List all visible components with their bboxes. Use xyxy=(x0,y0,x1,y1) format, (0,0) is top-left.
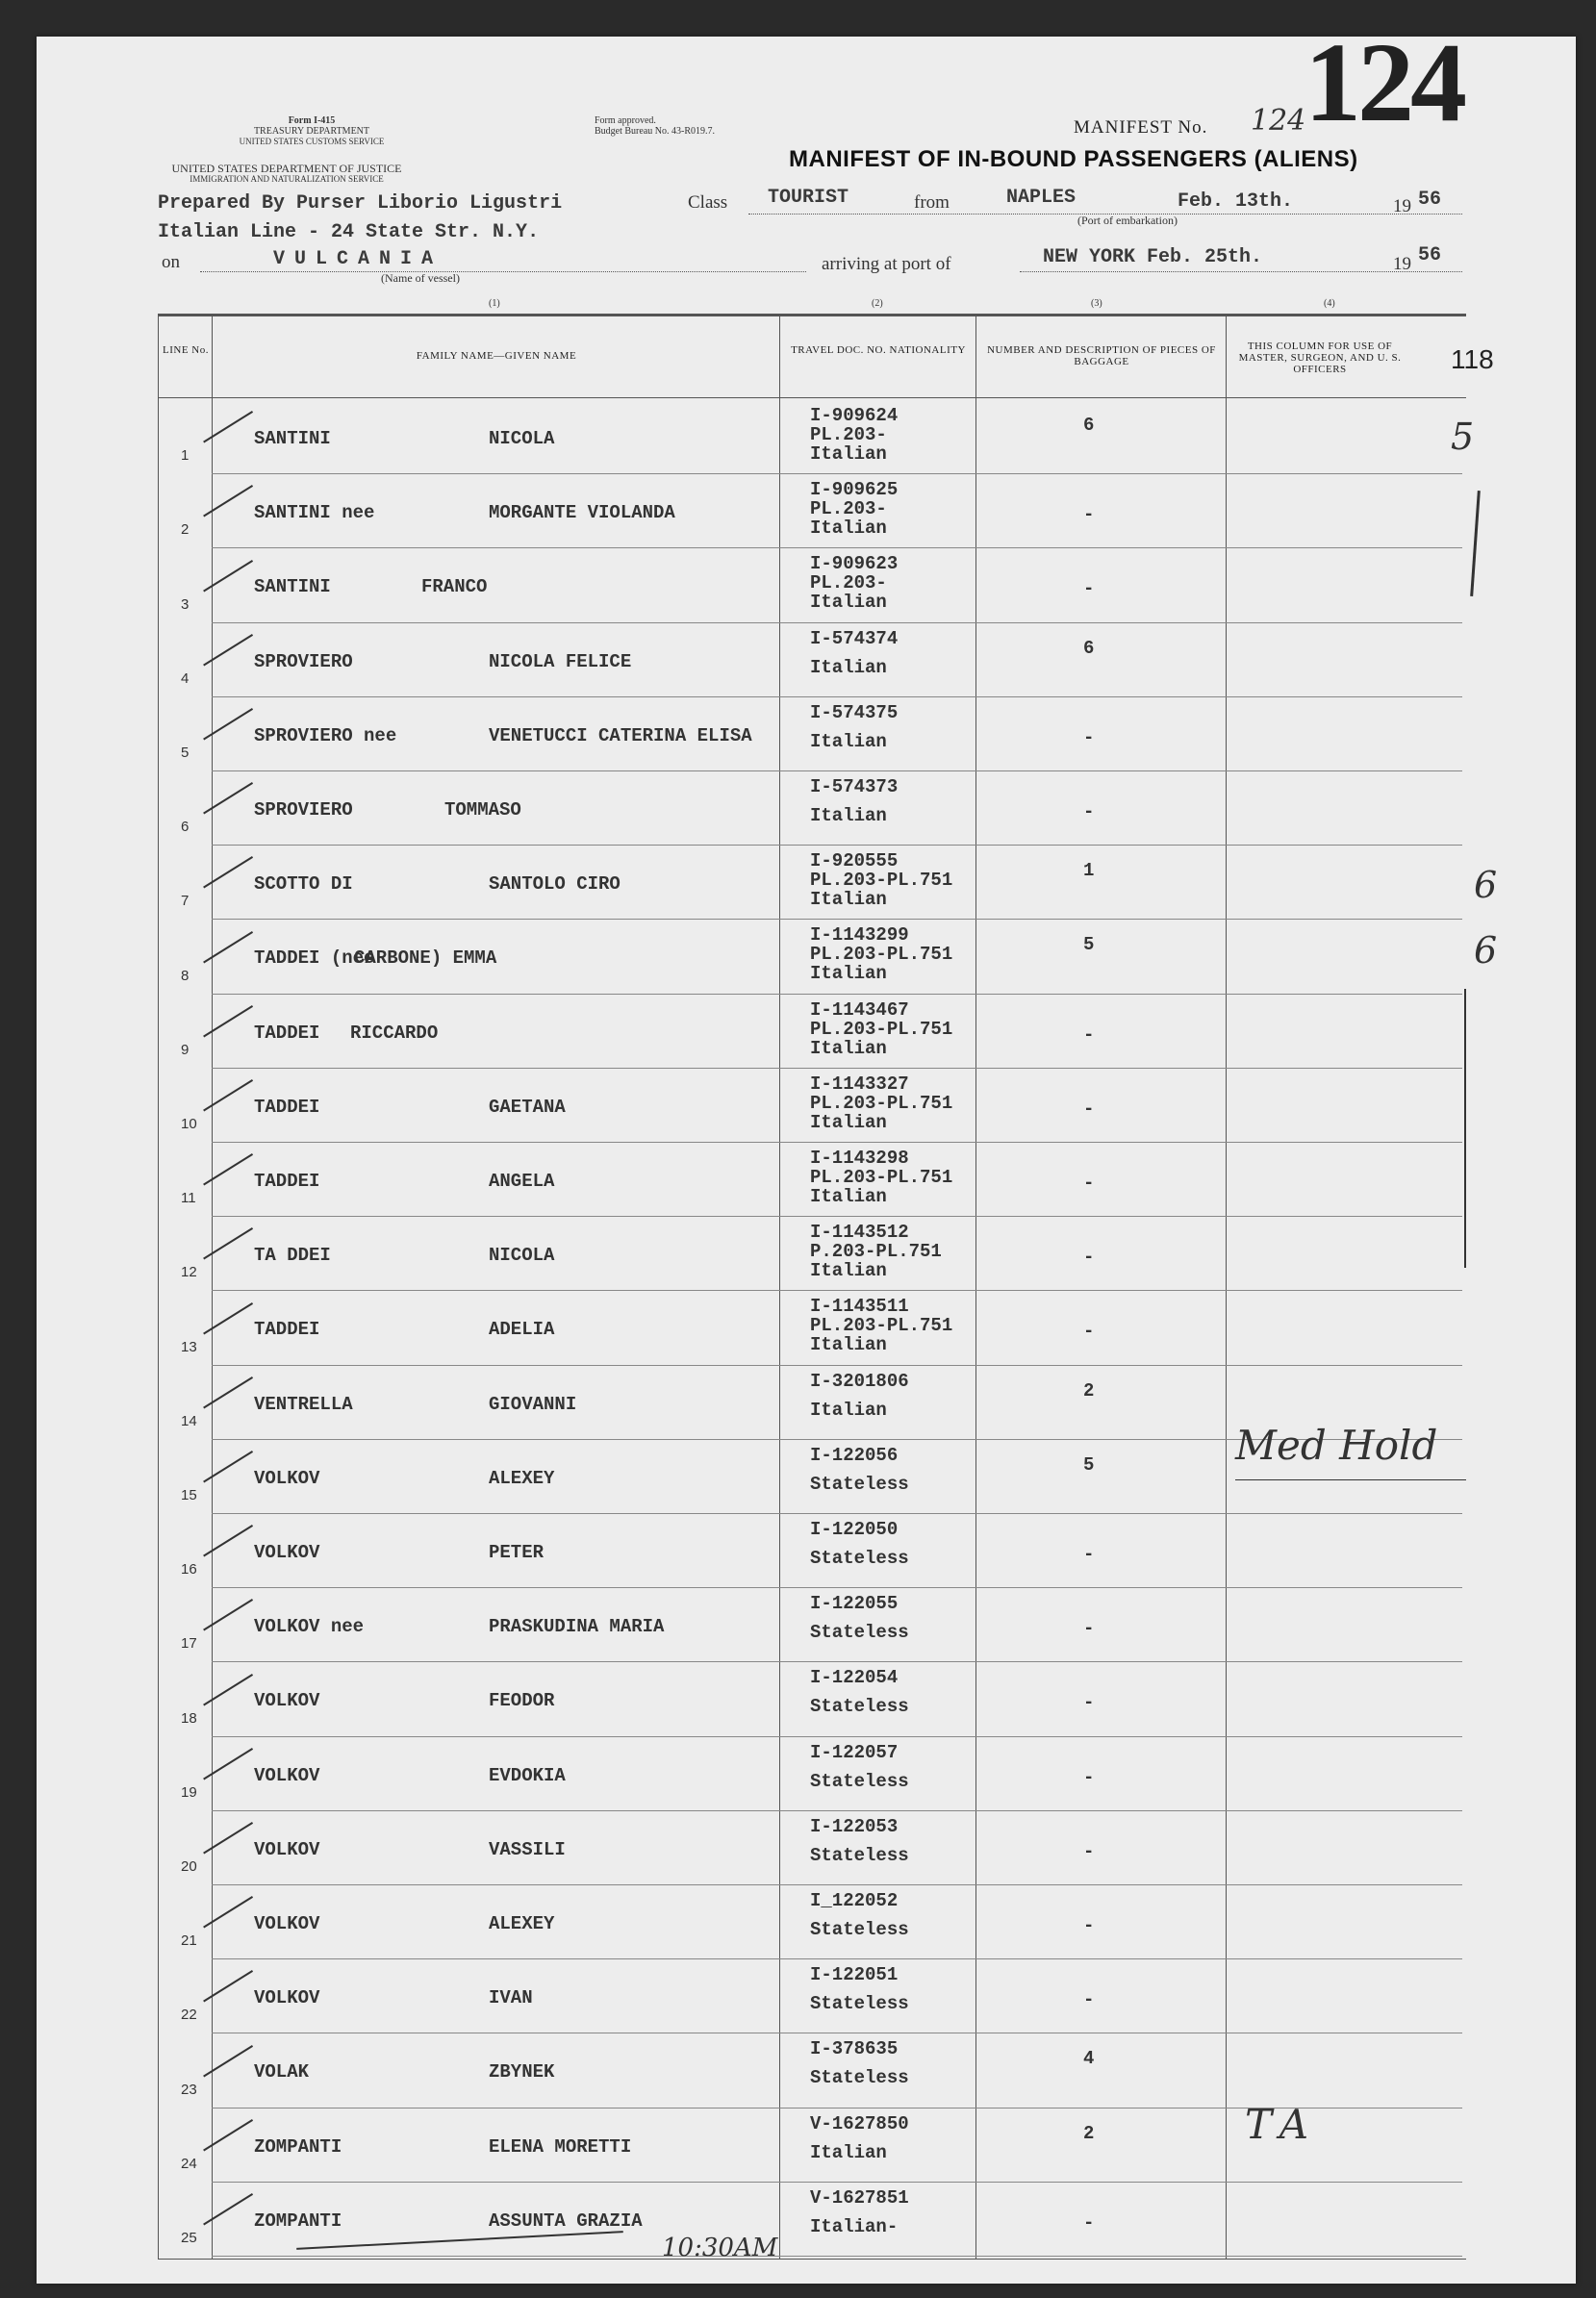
travel-doc-law: PL.203-PL.751 xyxy=(810,1167,953,1188)
approval-note: Form approved. Budget Bureau No. 43-R019.7. xyxy=(595,115,715,137)
table-bottom-rule xyxy=(158,2259,1466,2260)
col-header-baggage: NUMBER AND DESCRIPTION OF PIECES OF BAGGAGE xyxy=(987,344,1216,367)
given-name: NICOLA xyxy=(489,428,555,449)
travel-doc: I-909623 xyxy=(810,553,899,575)
baggage-count: - xyxy=(1083,1173,1095,1194)
vessel-line xyxy=(200,271,806,272)
check-tick xyxy=(203,1079,253,1111)
baggage-count: - xyxy=(1083,1915,1095,1936)
check-tick xyxy=(203,2045,253,2077)
line-number: 17 xyxy=(181,1635,197,1653)
travel-doc: I-1143298 xyxy=(810,1148,909,1169)
embark-port: NAPLES xyxy=(1006,187,1077,209)
travel-doc: I-122050 xyxy=(810,1519,899,1540)
line-number: 23 xyxy=(181,2081,197,2098)
nationality: Stateless xyxy=(810,1548,909,1569)
line-number: 18 xyxy=(181,1709,197,1727)
given-name: SANTOLO CIRO xyxy=(489,873,621,896)
manifest-sheet xyxy=(37,19,1576,2284)
nationality: Stateless xyxy=(810,1473,909,1495)
baggage-count: 5 xyxy=(1083,934,1095,956)
nationality: Italian xyxy=(810,656,887,678)
table-row xyxy=(37,548,1576,622)
family-name: SCOTTO DI xyxy=(254,873,353,896)
given-name: RICCARDO xyxy=(350,1022,439,1044)
baggage-count: - xyxy=(1083,726,1095,748)
table-header-rule xyxy=(158,397,1466,398)
vessel-caption: (Name of vessel) xyxy=(381,271,460,285)
nationality: Italian xyxy=(810,1186,887,1207)
check-tick xyxy=(203,411,253,442)
family-name: TADDEI xyxy=(254,1171,320,1192)
family-name: SPROVIERO xyxy=(254,650,353,672)
check-tick xyxy=(203,1748,253,1780)
family-name: VOLKOV xyxy=(254,1690,320,1712)
travel-doc: I-122054 xyxy=(810,1667,899,1689)
line-number: 22 xyxy=(181,2007,197,2024)
table-row xyxy=(37,400,1576,474)
travel-doc: V-1627851 xyxy=(810,2186,909,2209)
page-title: MANIFEST OF IN-BOUND PASSENGERS (ALIENS) xyxy=(789,146,1358,172)
prepared-by: Prepared By Purser Liborio Ligustri xyxy=(158,192,563,215)
check-tick xyxy=(203,931,253,963)
family-name: SANTINI xyxy=(254,428,331,449)
given-name: ELENA MORETTI xyxy=(489,2135,632,2158)
row-rule xyxy=(212,2256,1462,2257)
given-name: CARBONE) EMMA xyxy=(354,947,497,970)
family-name: SPROVIERO nee xyxy=(254,724,397,746)
given-name: VASSILI xyxy=(489,1838,566,1860)
baggage-count: - xyxy=(1083,1544,1095,1565)
check-tick xyxy=(203,1822,253,1854)
baggage-count: 6 xyxy=(1083,637,1095,659)
travel-doc-law: PL.203- xyxy=(810,498,887,520)
table-row xyxy=(37,771,1576,846)
travel-doc: I_122052 xyxy=(810,1890,899,1911)
travel-doc: I-122056 xyxy=(810,1444,899,1466)
on-label: on xyxy=(162,252,180,272)
col1-number: (1) xyxy=(489,298,500,309)
table-row xyxy=(37,697,1576,771)
check-tick xyxy=(203,1302,253,1334)
nationality: Italian xyxy=(810,1334,887,1356)
given-name: EVDOKIA xyxy=(489,1764,566,1786)
nationality: Stateless xyxy=(810,1622,909,1644)
given-name: FRANCO xyxy=(421,576,488,598)
arrival-port: NEW YORK Feb. 25th. xyxy=(1043,246,1263,268)
given-name: ALEXEY xyxy=(489,1913,555,1934)
baggage-count: - xyxy=(1083,1321,1095,1343)
col-header-doc: TRAVEL DOC. NO. NATIONALITY xyxy=(791,344,966,356)
port-caption: (Port of embarkation) xyxy=(1077,214,1178,227)
given-name: MORGANTE VIOLANDA xyxy=(489,502,675,524)
line-number: 9 xyxy=(181,1041,190,1058)
given-name: FEODOR xyxy=(489,1690,555,1712)
margin-count-6a: 6 xyxy=(1474,864,1498,906)
form-number: Form I-415 TREASURY DEPARTMENT UNITED STATES CUSTOMS SERVICE xyxy=(239,115,385,146)
margin-count-5: 5 xyxy=(1451,416,1475,458)
travel-doc: I-909624 xyxy=(810,405,899,426)
baggage-count: - xyxy=(1083,1840,1095,1862)
arriving-label: arriving at port of xyxy=(822,254,951,274)
family-name: VOLKOV xyxy=(254,1764,320,1786)
table-row xyxy=(37,1217,1576,1291)
margin-bracket-2 xyxy=(1464,989,1466,1268)
baggage-count: - xyxy=(1083,801,1095,822)
line-number: 13 xyxy=(181,1338,197,1355)
travel-doc: I-920555 xyxy=(810,850,899,872)
vessel-name: VULCANIA xyxy=(273,248,443,270)
family-name: TADDEI (nee xyxy=(254,947,375,970)
given-name: TOMMASO xyxy=(444,799,521,821)
table-row xyxy=(37,1885,1576,1959)
baggage-count: 2 xyxy=(1083,1379,1095,1402)
ta-note: TA xyxy=(1245,2101,1319,2148)
table-row xyxy=(37,1959,1576,2033)
nationality: Italian xyxy=(810,592,887,614)
nationality: Italian- xyxy=(810,2215,899,2237)
check-tick xyxy=(203,2119,253,2151)
family-name: VOLKOV xyxy=(254,1987,320,2009)
check-tick xyxy=(203,485,253,517)
nationality: Italian xyxy=(810,730,887,752)
nationality: Stateless xyxy=(810,1844,909,1866)
travel-doc: I-122055 xyxy=(810,1593,899,1615)
nationality: Stateless xyxy=(810,1770,909,1792)
travel-doc: I-122051 xyxy=(810,1964,899,1986)
page-count: 118 xyxy=(1451,344,1494,374)
check-tick xyxy=(203,1153,253,1185)
given-name: ZBYNEK xyxy=(489,2061,555,2083)
baggage-count: - xyxy=(1083,1989,1095,2011)
class-label: Class xyxy=(688,192,728,213)
line-number: 8 xyxy=(181,967,190,984)
check-tick xyxy=(203,1599,253,1630)
family-name: SPROVIERO xyxy=(254,799,353,821)
line-number: 21 xyxy=(181,1932,197,1950)
manifest-stamp: 124 xyxy=(1305,19,1463,145)
baggage-count: - xyxy=(1083,504,1095,526)
col-header-line-no: LINE No. xyxy=(163,344,209,356)
table-row xyxy=(37,474,1576,548)
nationality: Italian xyxy=(810,1399,887,1421)
line-number: 10 xyxy=(181,1115,197,1132)
baggage-count: - xyxy=(1083,1023,1095,1046)
given-name: ALEXEY xyxy=(489,1467,555,1489)
travel-doc: I-378635 xyxy=(810,2038,899,2060)
given-name: ADELIA xyxy=(489,1319,555,1341)
family-name: VENTRELLA xyxy=(254,1393,353,1415)
given-name: VENETUCCI CATERINA ELISA xyxy=(489,724,752,746)
family-name: TADDEI xyxy=(254,1096,320,1118)
nationality: Italian xyxy=(810,518,887,540)
table-row xyxy=(37,1291,1576,1365)
table-row xyxy=(37,1811,1576,1885)
nationality: Stateless xyxy=(810,1919,909,1940)
doj-heading: UNITED STATES DEPARTMENT OF JUSTICE IMMIGRATION AND NATURALIZATION SERVICE xyxy=(171,162,402,184)
line-number: 5 xyxy=(181,744,190,761)
check-tick xyxy=(203,634,253,666)
table-row xyxy=(37,2033,1576,2108)
table-row xyxy=(37,1143,1576,1217)
manifest-label: MANIFEST No. xyxy=(1074,117,1208,138)
family-name: TADDEI xyxy=(254,1319,320,1341)
travel-doc-law: P.203-PL.751 xyxy=(810,1241,942,1263)
col-header-officers: THIS COLUMN FOR USE OF MASTER, SURGEON, AND U. S. OFFICERS xyxy=(1238,341,1402,375)
check-tick xyxy=(203,2193,253,2225)
check-tick xyxy=(203,1896,253,1928)
family-name: VOLKOV nee xyxy=(254,1616,365,1638)
travel-doc-law: PL.203-PL.751 xyxy=(810,944,953,966)
table-row xyxy=(37,1069,1576,1143)
baggage-count: - xyxy=(1083,2211,1095,2234)
travel-doc: I-1143467 xyxy=(810,998,909,1021)
family-name: SANTINI nee xyxy=(254,502,375,524)
given-name: IVAN xyxy=(489,1987,533,2009)
class-value: TOURIST xyxy=(768,187,849,209)
check-tick xyxy=(203,856,253,888)
given-name: GIOVANNI xyxy=(489,1393,577,1415)
check-tick xyxy=(203,1005,253,1037)
family-name: VOLKOV xyxy=(254,1838,320,1860)
col4-number: (4) xyxy=(1324,298,1335,309)
margin-count-6b: 6 xyxy=(1474,929,1498,972)
line-number: 7 xyxy=(181,893,190,910)
col-header-name: FAMILY NAME—GIVEN NAME xyxy=(416,350,577,362)
line-number: 2 xyxy=(181,521,190,539)
line-number: 4 xyxy=(181,669,190,687)
arrival-line xyxy=(1020,271,1462,272)
line-number: 24 xyxy=(181,2155,197,2172)
family-name: ZOMPANTI xyxy=(254,2210,342,2232)
line-number: 19 xyxy=(181,1783,197,1801)
travel-doc: I-574375 xyxy=(810,701,899,723)
depart-date: Feb. 13th. xyxy=(1178,190,1294,213)
table-row xyxy=(37,2109,1576,2183)
line-number: 6 xyxy=(181,819,190,836)
check-tick xyxy=(203,1970,253,2002)
table-row xyxy=(37,1588,1576,1662)
travel-doc: I-3201806 xyxy=(810,1370,909,1392)
family-name: VOLKOV xyxy=(254,1467,320,1489)
travel-doc: I-1143512 xyxy=(810,1222,909,1244)
baggage-count: - xyxy=(1083,1692,1095,1714)
given-name: PRASKUDINA MARIA xyxy=(489,1616,665,1638)
check-tick xyxy=(203,1376,253,1408)
travel-doc: V-1627850 xyxy=(810,2112,909,2134)
family-name: ZOMPANTI xyxy=(254,2135,342,2158)
family-name: VOLKOV xyxy=(254,1913,320,1934)
travel-doc: I-574374 xyxy=(810,627,899,649)
table-row xyxy=(37,1514,1576,1588)
given-name: NICOLA FELICE xyxy=(489,650,632,672)
nationality: Italian xyxy=(810,1037,887,1059)
nationality: Italian xyxy=(810,805,887,826)
line-number: 20 xyxy=(181,1857,197,1875)
given-name: NICOLA xyxy=(489,1245,555,1267)
baggage-count: - xyxy=(1083,1098,1095,1120)
line-number: 12 xyxy=(181,1264,197,1281)
travel-doc-law: PL.203-PL.751 xyxy=(810,1092,953,1114)
given-name: PETER xyxy=(489,1542,545,1563)
baggage-count: 2 xyxy=(1083,2122,1095,2144)
travel-doc-law: PL.203- xyxy=(810,572,887,594)
travel-doc: I-122057 xyxy=(810,1741,899,1763)
table-row xyxy=(37,1737,1576,1811)
table-row xyxy=(37,1662,1576,1736)
nationality: Stateless xyxy=(810,2067,909,2089)
table-row xyxy=(37,920,1576,994)
nationality: Italian xyxy=(810,1111,887,1133)
travel-doc-law: PL.203- xyxy=(810,424,887,445)
baggage-count: 1 xyxy=(1083,860,1095,882)
nationality: Italian xyxy=(810,443,887,465)
nationality: Italian xyxy=(810,889,887,911)
line-address: Italian Line - 24 State Str. N.Y. xyxy=(158,221,540,243)
line-number: 11 xyxy=(181,1190,196,1207)
table-row xyxy=(37,995,1576,1069)
given-name: GAETANA xyxy=(489,1096,566,1118)
line-number: 1 xyxy=(181,447,190,465)
col2-number: (2) xyxy=(872,298,883,309)
travel-doc: I-1143511 xyxy=(810,1296,909,1318)
travel-doc: I-122053 xyxy=(810,1815,899,1837)
year-prefix-2: 19 xyxy=(1393,254,1411,274)
check-tick xyxy=(203,1674,253,1705)
family-name: SANTINI xyxy=(254,576,331,598)
nationality: Stateless xyxy=(810,1696,909,1718)
line-number: 14 xyxy=(181,1412,197,1429)
nationality: Italian xyxy=(810,1260,887,1282)
baggage-count: 5 xyxy=(1083,1453,1095,1476)
baggage-count: - xyxy=(1083,1766,1095,1788)
check-tick xyxy=(203,1451,253,1482)
baggage-count: - xyxy=(1083,578,1095,600)
baggage-count: - xyxy=(1083,1618,1095,1640)
baggage-count: 4 xyxy=(1083,2048,1095,2070)
depart-year: 56 xyxy=(1418,189,1442,211)
line-number: 15 xyxy=(181,1486,197,1503)
check-tick xyxy=(203,1227,253,1259)
travel-doc: I-909625 xyxy=(810,479,899,501)
nationality: Stateless xyxy=(810,1993,909,2015)
family-name: VOLAK xyxy=(254,2061,310,2083)
travel-doc: I-574373 xyxy=(810,776,899,797)
line-number: 16 xyxy=(181,1561,197,1578)
nationality: Italian xyxy=(810,2141,887,2163)
check-tick xyxy=(203,708,253,740)
manifest-number-hand: 124 xyxy=(1251,104,1306,138)
family-name: TA DDEI xyxy=(254,1245,331,1267)
med-hold-underline xyxy=(1235,1479,1466,1480)
table-row xyxy=(37,846,1576,920)
line-number: 25 xyxy=(181,2229,197,2246)
family-name: TADDEI xyxy=(254,1022,320,1044)
med-hold-note: Med Hold xyxy=(1235,1422,1438,1469)
family-name: VOLKOV xyxy=(254,1542,320,1563)
baggage-count: - xyxy=(1083,1247,1095,1269)
travel-doc-law: PL.203-PL.751 xyxy=(810,870,953,892)
baggage-count: 6 xyxy=(1083,415,1095,436)
travel-doc: I-1143327 xyxy=(810,1073,909,1095)
line-number: 3 xyxy=(181,595,190,613)
table-row xyxy=(37,623,1576,697)
signature-time: 10:30AM xyxy=(662,2234,778,2262)
travel-doc: I-1143299 xyxy=(810,924,909,947)
table-top-rule xyxy=(158,314,1466,316)
year-prefix: 19 xyxy=(1393,196,1411,216)
check-tick xyxy=(203,782,253,814)
travel-doc-law: PL.203-PL.751 xyxy=(810,1315,953,1337)
col3-number: (3) xyxy=(1091,298,1102,309)
nationality: Italian xyxy=(810,963,887,985)
table-row xyxy=(37,2183,1576,2257)
given-name: ANGELA xyxy=(489,1171,555,1192)
travel-doc-law: PL.203-PL.751 xyxy=(810,1018,953,1040)
arrival-year: 56 xyxy=(1418,244,1442,266)
from-label: from xyxy=(914,192,950,213)
check-tick xyxy=(203,560,253,592)
given-name: ASSUNTA GRAZIA xyxy=(489,2210,643,2232)
check-tick xyxy=(203,1525,253,1556)
